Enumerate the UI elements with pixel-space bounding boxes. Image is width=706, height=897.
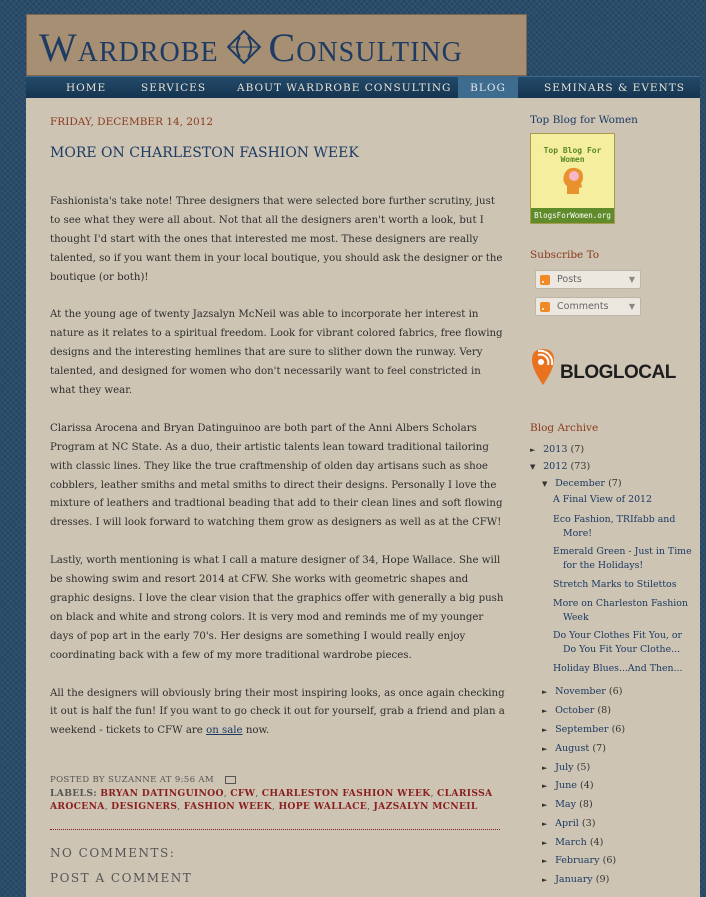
archive-month-label[interactable]: March: [555, 837, 587, 848]
nav-seminars[interactable]: SEMINARS & EVENTS: [544, 81, 685, 94]
post-paragraph-5: [50, 685, 505, 742]
bloglocal-word: BLOGLOCAL: [560, 362, 676, 383]
archive-count: (73): [570, 461, 591, 472]
archive-month-september[interactable]: [542, 724, 625, 735]
archive-month-july[interactable]: [542, 762, 590, 773]
post-divider: [50, 829, 500, 830]
top-blog-badge[interactable]: [530, 133, 615, 224]
label-link[interactable]: JAZSALYN MCNEIL: [373, 800, 478, 812]
content-area: [26, 98, 700, 897]
archive-month-march[interactable]: [542, 837, 603, 848]
posted-by-label: POSTED BY: [50, 775, 105, 785]
archive-year-2012[interactable]: [530, 461, 590, 472]
archive-year-label[interactable]: 2013: [543, 444, 568, 455]
at-label: AT: [159, 775, 172, 785]
top-blog-heading: Top Blog for Women: [530, 114, 638, 126]
diamond-logo-icon: [227, 30, 261, 64]
archive-month-may[interactable]: [542, 799, 593, 810]
location-pin-icon: [530, 347, 556, 387]
expand-right-icon[interactable]: ►: [542, 876, 548, 884]
archive-count: (5): [576, 762, 591, 773]
expand-right-icon[interactable]: ►: [542, 726, 548, 734]
archive-post-link[interactable]: Emerald Green - Just in Time for the Holidays!: [553, 546, 692, 571]
archive-post-link[interactable]: Eco Fashion, TRIfabb and More!: [553, 514, 676, 539]
archive-month-label[interactable]: November: [555, 686, 606, 697]
expand-down-icon[interactable]: ▼: [530, 463, 536, 471]
archive-count: (4): [580, 780, 594, 791]
archive-month-june[interactable]: [542, 780, 594, 791]
archive-month-label[interactable]: April: [555, 818, 579, 829]
expand-down-icon[interactable]: ▼: [542, 480, 548, 488]
archive-post-link[interactable]: A Final View of 2012: [553, 494, 652, 505]
archive-post-link[interactable]: More on Charleston Fashion Week: [553, 598, 688, 623]
label-link[interactable]: CFW: [230, 788, 256, 799]
nav-blog[interactable]: BLOG: [458, 77, 518, 98]
label-link[interactable]: DESIGNERS: [111, 800, 178, 812]
post-paragraph-2: At the young age of twenty Jazsalyn McNeil was able to incorporate her interest in nature as it relates to a spiritual freedom. Look for vibrant colored fabrics, free flowing designs and the interesting hemlines that are sure to slither down the runway. Very talented, and designed for women who don't necessarily want to feel constricted in what they wear.: [50, 309, 503, 397]
subscribe-posts-label: Posts: [557, 274, 582, 285]
expand-right-icon[interactable]: ►: [542, 857, 548, 865]
archive-count: (6): [611, 724, 626, 735]
archive-heading: Blog Archive: [530, 422, 599, 434]
expand-right-icon[interactable]: ►: [542, 707, 548, 715]
archive-month-label[interactable]: May: [555, 799, 577, 810]
archive-month-january[interactable]: [542, 874, 609, 885]
archive-month-october[interactable]: [542, 705, 611, 716]
expand-right-icon[interactable]: ►: [542, 764, 548, 772]
archive-count: (7): [570, 444, 585, 455]
expand-right-icon[interactable]: ►: [542, 782, 548, 790]
brand-right: Consulting: [268, 24, 463, 70]
rss-icon: [540, 302, 550, 312]
archive-post-link[interactable]: Holiday Blues...And Then...: [553, 663, 683, 674]
archive-post-link[interactable]: Stretch Marks to Stilettos: [553, 579, 677, 590]
chevron-down-icon: ▼: [628, 275, 635, 284]
subscribe-comments-label: Comments: [557, 301, 609, 312]
brain-head-icon: [561, 166, 585, 196]
archive-month-label[interactable]: June: [555, 780, 577, 791]
expand-right-icon[interactable]: ►: [542, 839, 548, 847]
chevron-down-icon: ▼: [628, 302, 635, 311]
archive-count: (6): [602, 855, 617, 866]
expand-right-icon[interactable]: ►: [530, 446, 536, 454]
post-paragraph-4: Lastly, worth mentioning is what I call a mature designer of 34, Hope Wallace. She will be showing swim and resort 2014 at CFW. She works with geometric shapes and graphic designs. I love the clear vision that the graphics offer with generally a big push on black and white and strong colors. It is very mod and reminds me of my younger days of pop art in the early 70's. Her designs are something I would really enjoy coordinating back with a few of my more traditional wardrobe pieces.: [50, 555, 504, 661]
label-link[interactable]: FASHION WEEK: [183, 800, 272, 812]
archive-month-label[interactable]: October: [555, 705, 595, 716]
main-nav: [26, 76, 700, 98]
post-time[interactable]: 9:56 AM: [174, 775, 214, 785]
archive-post-link[interactable]: Do Your Clothes Fit You, or Do You Fit Your Clothe...: [553, 630, 683, 655]
expand-right-icon[interactable]: ►: [542, 688, 548, 696]
archive-month-november[interactable]: [542, 686, 623, 697]
rss-icon: [540, 275, 550, 285]
archive-month-label[interactable]: January: [555, 874, 593, 885]
archive-count: (9): [595, 874, 610, 885]
post-labels: LABELS: BRYAN DATINGUINOO, CFW, CHARLESTON FASHION WEEK, CLARISSA AROCENA, DESIGNERS, FASHION WEEK, HOPE WALLACE, JAZSALYN MCNEIL: [50, 788, 493, 812]
post-comment-heading: POST A COMMENT: [50, 871, 193, 885]
on-sale-link[interactable]: on sale: [206, 725, 243, 737]
subscribe-posts-dropdown[interactable]: [535, 270, 641, 289]
archive-month-label[interactable]: February: [555, 855, 600, 866]
archive-month-february[interactable]: [542, 855, 616, 866]
archive-count: (4): [589, 837, 604, 848]
post-body: [50, 193, 505, 760]
post-footer: [50, 775, 236, 785]
badge-url: BlogsForWomen.org: [531, 208, 614, 223]
post-paragraph-5-end: now.: [242, 725, 270, 737]
archive-count: (7): [608, 478, 622, 489]
label-link[interactable]: CHARLESTON FASHION WEEK: [261, 788, 431, 799]
archive-month-label[interactable]: August: [555, 743, 590, 754]
label-link[interactable]: BRYAN DATINGUINOO: [100, 788, 224, 799]
archive-count: (6): [608, 686, 623, 697]
archive-month-label[interactable]: December: [555, 478, 605, 489]
archive-count: (7): [592, 743, 606, 754]
nav-home[interactable]: HOME: [66, 81, 107, 94]
badge-title: Top Blog For Women: [543, 146, 602, 164]
archive-month-label[interactable]: September: [555, 724, 609, 735]
archive-month-december[interactable]: [542, 478, 622, 489]
nav-services[interactable]: SERVICES: [141, 81, 207, 94]
label-link[interactable]: HOPE WALLACE: [278, 800, 368, 812]
label-link[interactable]: CLARISSA AROCENA: [50, 788, 493, 812]
post-date: FRIDAY, DECEMBER 14, 2012: [50, 116, 214, 128]
post-author[interactable]: SUZANNE: [107, 775, 157, 785]
archive-count: (3): [581, 818, 596, 829]
expand-right-icon[interactable]: ►: [542, 820, 548, 828]
site-header: [26, 14, 527, 76]
archive-month-august[interactable]: [542, 743, 606, 754]
bloglocal-logo[interactable]: [530, 345, 680, 389]
expand-right-icon[interactable]: ►: [542, 745, 548, 753]
subscribe-heading: Subscribe To: [530, 249, 600, 261]
expand-right-icon[interactable]: ►: [542, 801, 548, 809]
no-comments-heading: NO COMMENTS:: [50, 846, 176, 860]
post-paragraph-5-text: All the designers will obviously bring their most inspiring looks, as once again checking it out is half the fun! If you want to go check it out for yourself, grab a friend and plan a weekend - tickets to CFW are: [50, 687, 505, 737]
brand-left: Wardrobe: [39, 24, 219, 70]
post-title[interactable]: MORE ON CHARLESTON FASHION WEEK: [50, 145, 359, 161]
site-logo[interactable]: [39, 25, 463, 69]
email-post-icon[interactable]: [225, 776, 236, 784]
post-paragraph-1: Fashionista's take note! Three designers that were selected bore further scrutiny, just to see what they were all about. Not that all the designers aren't worth a look, but I thought I'd start with the ones that interested me most. These designers are really talented, so if you want them in your local boutique, you should ask the designer or the boutique (or both)!: [50, 196, 503, 283]
archive-count: (8): [597, 705, 611, 716]
archive-month-label[interactable]: July: [555, 762, 574, 773]
archive-year-2013[interactable]: [530, 444, 584, 455]
nav-about[interactable]: ABOUT WARDROBE CONSULTING: [237, 81, 452, 94]
post-paragraph-3: Clarissa Arocena and Bryan Datinguinoo are both part of the Anni Albers Scholars Program at NC State. As a duo, their artistic talents lean toward traditional tailoring with classic lines. They like the true craftmenship of olden day artisans such as shoe cobblers, leather smiths and metal smiths to direct their designs. Personally I love the mixture of leathers and tradtional beading that add to their clean lines and soft flowing dresses. I will look forward to watching them grow as designers as well as at the CFW!: [50, 422, 503, 529]
subscribe-comments-dropdown[interactable]: [535, 297, 641, 316]
labels-prefix: LABELS:: [50, 788, 97, 799]
archive-year-label[interactable]: 2012: [543, 461, 568, 472]
archive-month-april[interactable]: [542, 818, 596, 829]
archive-count: (8): [579, 799, 593, 810]
